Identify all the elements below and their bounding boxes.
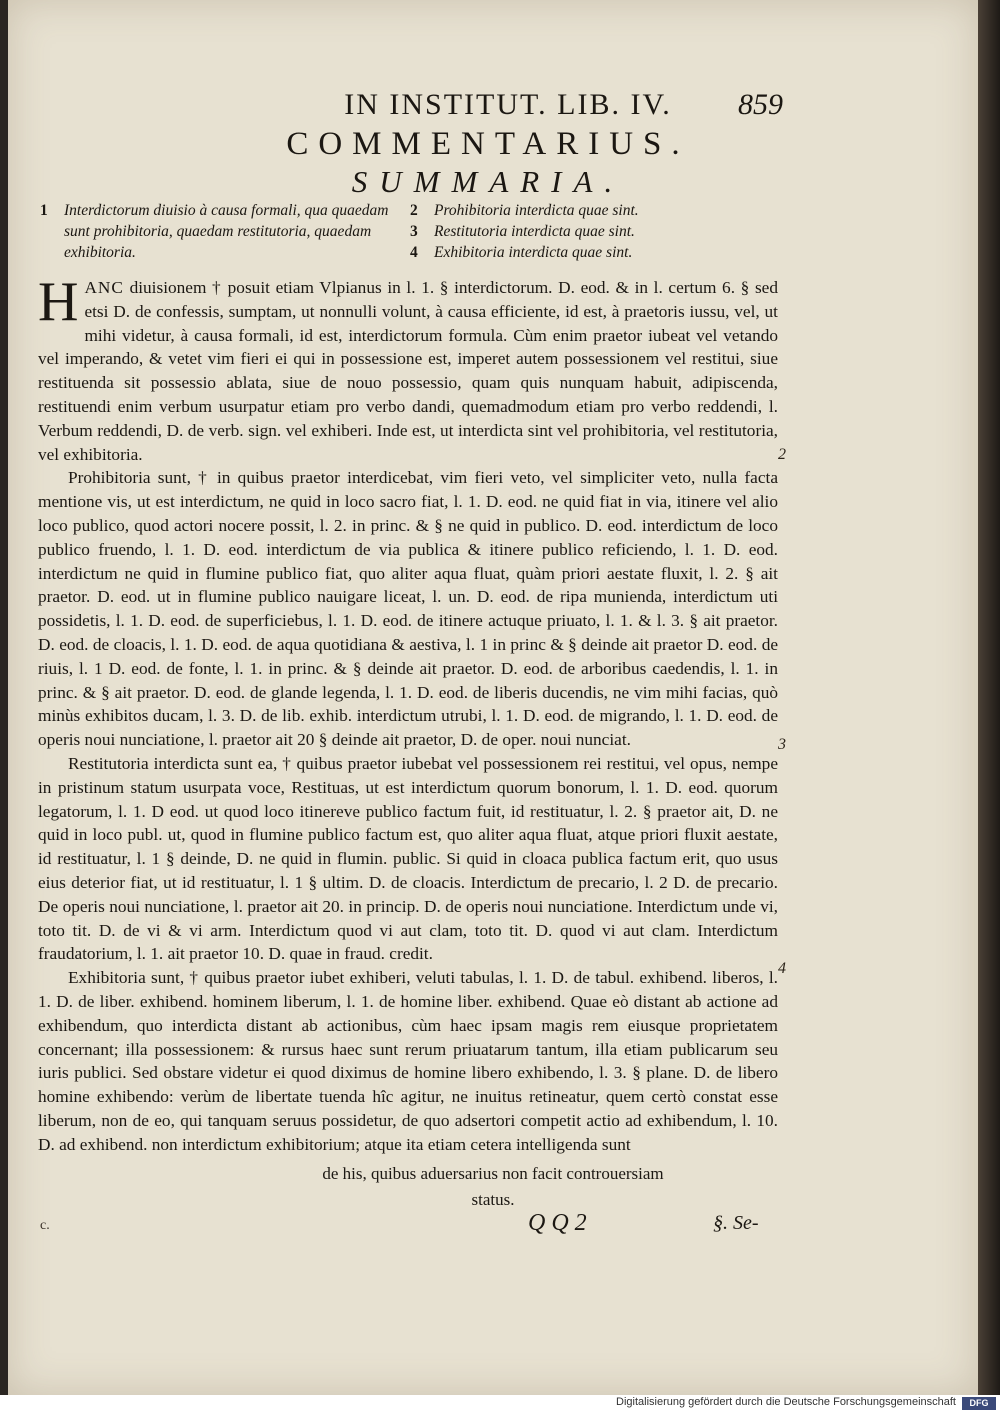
drop-capital: H [38,271,79,333]
catchword: §. Se- [713,1212,759,1234]
summaria-item [40,200,400,263]
summaria-item-text: Interdictorum diuisio à causa formali, qua quaedam sunt prohibitoria, quaedam restitutoria, quaedam exhibitoria. [64,202,389,261]
summaria-heading: SUMMARIA. [351,164,625,199]
paragraph-exhibitoria: Exhibitoria sunt, † quibus praetor iubet exhiberi, veluti tabulas, l. 1. D. de tabul. exhibend. liberos, l. 1. D. de liber. exhibend. hominem liberum, l. 1. de homine liber. exhibend. Quae eò distant ab actione ad exhibendum, quo interdicta distant ab actionibus, cùm haec ipsam magis rem eiusque proprietatem concernant; illa possessionem: & rursus haec sunt rerum priuatarum tantum, illa etiam publicarum seu iuris publici. Sed obstare videtur ei quod diximus de homine libero exhibendo, l. 3. § plane. D. de libero homine exhibendo: verùm de libertate tuenda hîc agitur, ne inuitus retineatur, quem certò constat esse liberum, non de eo, qui tanquam seruus possidetur, de quo adsertori competit actio ad exhibendum, l. 10. D. ad exhibend. non interdictum exhibitorium; atque ita etiam cetera intelligenda sunt [38,968,778,1154]
folio-number: 859 [738,88,783,121]
digitization-footer [0,1395,1000,1413]
closing-line: status. [471,1190,515,1209]
summaria-item-text: Exhibitoria interdicta quae sint. [434,244,633,261]
paragraph-prohibitoria: Prohibitoria sunt, † in quibus praetor interdicebat, vim fieri veto, vel simpliciter veto, nulla facta mentione vis, ut est interdictum, ne quid in loco sacro fiat, l. 1. D. eod. ne quid fiat in via, itinere vel alio loco publico, quod actori nocere possit, l. 2. in princ. & § ne quid in publico. D. eod. interdictum de loco publico fruendo, l. 1. D. eod. interdictum de via publica & itinere publico reficiendo, l. 1. D. eod. interdictum ne quid in flumine publico fiat, quo aliter aqua fluat, quàm priori aestate fluxit, l. 2. § ait praetor. D. eod. ut in flumine publico nauigare liceat, l. un. D. eod. de ripa munienda, interdictum uti possidetis, l. 1. D. eod. de superficiebus, l. 1. D. eod. de itinere actuque priuato, l. 1. & l. 3. § ait praetor. D. eod. de cloacis, l. 1. D. eod. de aqua quotidiana & aestiva, l. 1 in princ & § deinde ait praetor D. eod. de riuis, l. 1 D. eod. de fonte, l. 1. in princ. & § deinde ait praetor. D. eod. de arboribus caedendis, l. 1. in princ. & § ait praetor. D. eod. de glande legenda, l. 1. D. eod. de liberis ducendis, ne vim mihi facias, quò minùs exhibitos ducam, l. 3. D. de lib. exhib. interdictum utrubi, l. 1. D. eod. de migrando, l. 1. D. eod. de operis noui nunciatione, l. praetor ait 20 § deinde ait praetor, D. de oper. noui nunciat. [38,468,778,750]
summaria-item-text: Prohibitoria interdicta quae sint. [434,202,639,219]
summaria-item [410,200,760,221]
lead-word: ANC [84,278,124,297]
paragraph-restitutoria: Restitutoria interdicta sunt ea, † quibus praetor iubebat vel possessionem rei restitui, vel opus, nempe in pristinum statum usurpata voce, Restituas, ut est interdictum quorum bonorum, l. 1. D. eod. quorum legatorum, l. 1. D eod. ut quod loco itinereve publico factum fuit, id restituatur, l. 2. § praetor ait, D. ne quid in loco publ. ut, quod in flumine publico factum est, quo aliter aqua fluat, atque priori fluxit aestate, id restituatur, l. 1 § deinde, D. ne quid in flumin. public. Si quid in cloaca publica factum erit, quo usus eius deterior fiat, ut id restituatur, l. 1 § ultim. D. de cloacis. Interdictum de precario, l. 2 D. de precario. De operis noui nunciatione, l. praetor ait 20. in princip. D. de operis noui nunciatione. Interdictum unde vi, toto tit. D. de vi & vi arm. Interdictum quod vi aut clam, toto tit. D. quod vi aut clam. Interdictum fraudatorium, l. 1. ait praetor 10. D. quae in fraud. credit. [38,753,778,964]
footer-credit: Digitalisierung gefördert durch die Deutsche Forschungsgemeinschaft [616,1396,956,1408]
commentary-body [38,271,778,1156]
summaria-item [410,221,760,242]
closing-line: de his, quibus aduersarius non facit controuersiam [322,1164,664,1183]
margin-number: 2 [778,446,786,463]
summaria-left-column [40,200,400,263]
running-title: IN INSTITUT. LIB. IV. [344,88,672,121]
book-page [8,0,978,1395]
summaria-item [410,242,760,263]
summaria-item-number: 2 [410,202,418,219]
margin-number: 3 [778,736,786,753]
stray-mark: c. [40,1218,50,1233]
paragraph-text: diuisionem † posuit etiam Vlpianus in l. 1. § interdictorum. D. eod. & in l. certum 6. § sed etsi D. de confessis, sumptam, ut nonnulli volunt, à causa efficiente, id est, à praetoris iussu, vel, ut mihi videtur, à causa formali, id est, interdictorum formula. Cùm enim praetor iubeat vel vetando vel imperando, & vetet vim fieri ei qui in possessione est, imperet autem possessionem vel restitui, siue restituenda sit possessio ablata, siue de nouo possessio, quam quis nunquam habuit, adipiscenda, restituendi enim verbum usurpatur etiam pro verbo dandi, quemadmodum etiam pro verbo reddendi, l. Verbum reddendi, D. de verb. sign. vel exhiberi. Inde est, ut interdicta sint vel prohibitoria, vel restitutoria, vel exhibitoria. [38,278,778,464]
page-fore-edge [978,0,1000,1395]
dfg-logo-icon: DFG [962,1397,996,1410]
commentarius-heading: COMMENTARIUS. [286,126,690,162]
summaria-item-text: Restitutoria interdicta quae sint. [434,223,635,240]
summaria-item-number: 3 [410,223,418,240]
paragraph-divisio [38,271,778,466]
summaria-item-number: 1 [40,202,48,219]
summaria-item-number: 4 [410,244,418,261]
signature-mark: Q Q 2 [528,1210,587,1236]
summaria-right-column [410,200,760,263]
margin-number: 4 [778,960,786,977]
